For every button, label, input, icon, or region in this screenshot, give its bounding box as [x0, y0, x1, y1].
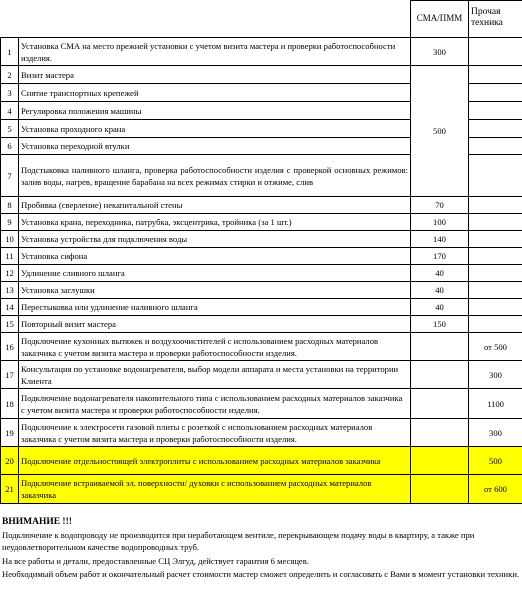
table-row — [1, 265, 522, 282]
table-row — [1, 419, 522, 447]
price-other — [469, 299, 522, 316]
service-name: Снятие транспортных крепежей — [19, 84, 411, 102]
service-name: Установка заглушки — [19, 282, 411, 299]
row-number: 9 — [1, 214, 19, 231]
row-number: 19 — [1, 419, 19, 447]
price-sma: 170 — [411, 248, 469, 265]
row-number: 10 — [1, 231, 19, 248]
price-sma: 40 — [411, 299, 469, 316]
note-warranty: На все работы и детали, предоставленные СЦ Элгуд, действует гарантия 6 месяцев. — [2, 555, 309, 566]
row-number: 2 — [1, 66, 19, 84]
price-sma — [411, 447, 469, 475]
price-other — [469, 214, 522, 231]
service-name: Установка устройства для подключения воды — [19, 231, 411, 248]
price-other: 300 — [469, 361, 522, 389]
row-number: 15 — [1, 316, 19, 333]
row-number: 18 — [1, 389, 19, 419]
row-number: 6 — [1, 138, 19, 155]
service-name: Перестыковка или удлинение наливного шланга — [19, 299, 411, 316]
price-sma: 300 — [411, 38, 469, 66]
price-other: от 500 — [469, 333, 522, 361]
header-other-line2: техника — [471, 18, 503, 28]
price-other — [469, 38, 522, 66]
price-sma — [411, 361, 469, 389]
price-other — [469, 316, 522, 333]
table-row — [1, 38, 522, 66]
table-row — [1, 197, 522, 214]
table-header-row — [1, 1, 522, 38]
row-number: 14 — [1, 299, 19, 316]
note-final-cost: Необходимый объем работ и окончательный расчет стоимости мастер сможет определить и согласовать с Вами в момент установки техники. — [2, 568, 520, 579]
price-other — [469, 265, 522, 282]
table-row — [1, 214, 522, 231]
row-number: 16 — [1, 333, 19, 361]
table-row — [1, 389, 522, 419]
price-other — [469, 66, 522, 84]
service-name: Пробивка (сверление) некапитальной стены — [19, 197, 411, 214]
table-row — [1, 248, 522, 265]
price-sma: 100 — [411, 214, 469, 231]
price-other — [469, 248, 522, 265]
notes-section — [2, 516, 520, 580]
table-row — [1, 333, 522, 361]
price-other — [469, 155, 522, 197]
price-other — [469, 231, 522, 248]
service-name: Подстыковка наливного шланга, проверка работоспособности изделия с проверкой основных режимов: залив воды, нагрев, вращение барабана на всех режимах стирки и отжиме, слив — [19, 155, 411, 197]
service-name: Установка крана, переходника, патрубка, эксцентрика, тройника (за 1 шт.) — [19, 214, 411, 231]
price-other: от 600 — [469, 475, 522, 504]
price-other — [469, 197, 522, 214]
table-row-highlighted — [1, 475, 522, 504]
price-other: 500 — [469, 447, 522, 475]
service-name: Удлинение сливного шланга — [19, 265, 411, 282]
price-other: 300 — [469, 419, 522, 447]
service-name: Визит мастера — [19, 66, 411, 84]
header-other-line1: Прочая — [471, 7, 501, 17]
price-other — [469, 102, 522, 120]
service-name: Повторный визит мастера — [19, 316, 411, 333]
service-name: Подключение встраиваемой эл. поверхности/ духовки с использованием расходных материалов заказчика — [19, 475, 411, 504]
row-number: 13 — [1, 282, 19, 299]
row-number: 17 — [1, 361, 19, 389]
note-water-supply: Подключение к водопроводу не производится при неработающем вентиле, перекрывающем подачу воды в квартиру, а также при неудовлетворительном качестве водопроводных труб. — [2, 530, 475, 553]
service-name: Подключение кухонных вытяжек и воздухоочистителей с использованием расходных материалов заказчика с учетом визита мастера и проверки работоспособности изделия. — [19, 333, 411, 361]
price-sma: 40 — [411, 282, 469, 299]
price-other — [469, 138, 522, 155]
row-number: 7 — [1, 155, 19, 197]
service-name: Консультация по установке водонагревателя, выбор модели аппарата и места установки на территории Клиента — [19, 361, 411, 389]
price-sma-merged: 500 — [411, 66, 469, 197]
warning-heading: ВНИМАНИЕ !!! — [2, 517, 72, 527]
header-other — [469, 1, 522, 38]
row-number: 21 — [1, 475, 19, 504]
service-name: Подключение водонагревателя накопительного типа с использованием расходных материалов заказчика с учетом визита мастера и проверки работоспособности изделия. — [19, 389, 411, 419]
service-name: Установка переходной втулки — [19, 138, 411, 155]
price-sma: 70 — [411, 197, 469, 214]
price-other: 1100 — [469, 389, 522, 419]
price-other — [469, 282, 522, 299]
table-row — [1, 316, 522, 333]
row-number: 3 — [1, 84, 19, 102]
service-name: Установка проходного крана — [19, 120, 411, 138]
service-name: Подключение к электросети газовой плиты с розеткой с использованием расходных материалов заказчика с учетом визита мастера и проверки работоспособности изделия. — [19, 419, 411, 447]
price-sma — [411, 419, 469, 447]
price-sma — [411, 475, 469, 504]
service-name: Регулировка положения машины — [19, 102, 411, 120]
table-row — [1, 66, 522, 84]
row-number: 20 — [1, 447, 19, 475]
row-number: 12 — [1, 265, 19, 282]
header-sma-pmm: СМА/ПММ — [411, 1, 469, 38]
row-number: 5 — [1, 120, 19, 138]
price-sma — [411, 333, 469, 361]
header-blank — [19, 1, 411, 38]
price-sma: 40 — [411, 265, 469, 282]
table-row — [1, 299, 522, 316]
price-sma: 150 — [411, 316, 469, 333]
service-name: Установка СМА на место прежней установки с учетом визита мастера и проверки работоспособности изделия. — [19, 38, 411, 66]
price-other — [469, 120, 522, 138]
price-sma: 140 — [411, 231, 469, 248]
service-name: Подключение отдельностоящей электроплиты с использованием расходных материалов заказчика — [19, 447, 411, 475]
table-row — [1, 361, 522, 389]
table-row — [1, 231, 522, 248]
header-blank — [1, 1, 19, 38]
price-other — [469, 84, 522, 102]
row-number: 1 — [1, 38, 19, 66]
table-row — [1, 282, 522, 299]
price-sma — [411, 389, 469, 419]
row-number: 4 — [1, 102, 19, 120]
table-row-highlighted — [1, 447, 522, 475]
row-number: 8 — [1, 197, 19, 214]
row-number: 11 — [1, 248, 19, 265]
service-name: Установка сифона — [19, 248, 411, 265]
